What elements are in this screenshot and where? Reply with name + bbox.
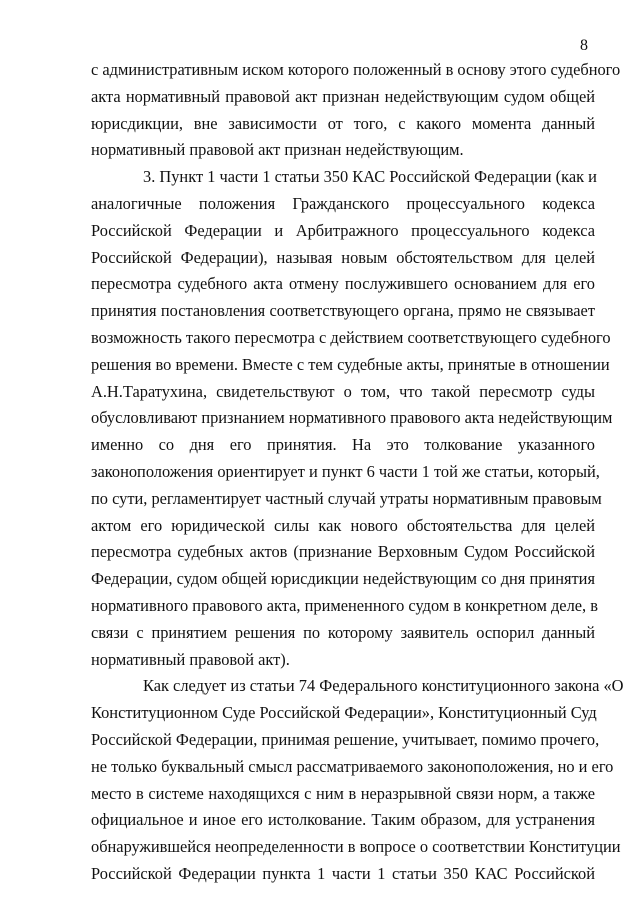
text-line: Российской Федерации пункта 1 части 1 статьи 350 КАС Российской [91, 864, 595, 883]
text-line: пересмотра судебного акта отмену послужившего основанием для его [91, 274, 595, 294]
text-line: обусловливают признанием нормативного правового акта недействующим [91, 408, 613, 428]
text-line: акта нормативный правовой акт признан недействующим судом общей [91, 86, 595, 106]
page-number: 8 [580, 37, 588, 54]
text-line: место в системе находящихся с ним в неразрывной связи норм, а также [91, 783, 595, 803]
text-line: Российской Федерации, принимая решение, учитывает, помимо прочего, [91, 730, 600, 749]
text-line: по сути, регламентирует частный случай утраты нормативным правовым [91, 488, 602, 508]
text-line: Российской Федерации и Арбитражного процессуального кодекса [91, 220, 595, 240]
text-line: нормативный правовой акт признан недействующим. [91, 140, 464, 160]
text-line: нормативного правового акта, примененного судом в конкретном деле, в [91, 596, 598, 615]
text-line: законоположения ориентирует и пункт 6 части 1 той же статьи, который, [91, 462, 600, 481]
text-line: не только буквальный смысл рассматриваемого законоположения, но и его [91, 756, 614, 776]
text-line: юрисдикции, вне зависимости от того, с какого момента данный [91, 113, 595, 133]
text-line: 3. Пункт 1 части 1 статьи 350 КАС Российской Федерации (как и [143, 167, 597, 187]
text-line: принятия постановления соответствующего органа, прямо не связывает [91, 301, 595, 321]
text-line: Как следует из статьи 74 Федерального конституционного закона «О [143, 676, 624, 696]
text-line: актом его юридической силы как нового обстоятельства для целей [91, 515, 595, 535]
text-line: нормативный правовой акт). [91, 649, 290, 669]
text-line: аналогичные положения Гражданского процессуального кодекса [91, 194, 595, 213]
text-line: Федерации, судом общей юрисдикции недействующим со дня принятия [91, 569, 595, 589]
text-line: возможность такого пересмотра с действием соответствующего судебного [91, 328, 611, 347]
text-line: А.Н.Таратухина, свидетельствуют о том, что такой пересмотр суды [91, 381, 595, 401]
text-line: связи с принятием решения по которому заявитель оспорил данный [91, 622, 595, 642]
text-line: именно со дня его принятия. На это толкование указанного [91, 435, 595, 455]
text-line: решения во времени. Вместе с тем судебные акты, принятые в отношении [91, 354, 610, 374]
text-line: Конституционном Суде Российской Федерации», Конституционный Суд [91, 703, 597, 723]
text-line: с административным иском которого положенный в основу этого судебного [91, 60, 621, 79]
text-line: официальное и иное его истолкование. Таким образом, для устранения [91, 810, 595, 830]
text-line: Российской Федерации), называя новым обстоятельством для целей [91, 247, 595, 267]
text-line: обнаружившейся неопределенности в вопросе о соответствии Конституции [91, 837, 621, 857]
text-line: пересмотра судебных актов (признание Верховным Судом Российской [91, 542, 595, 562]
